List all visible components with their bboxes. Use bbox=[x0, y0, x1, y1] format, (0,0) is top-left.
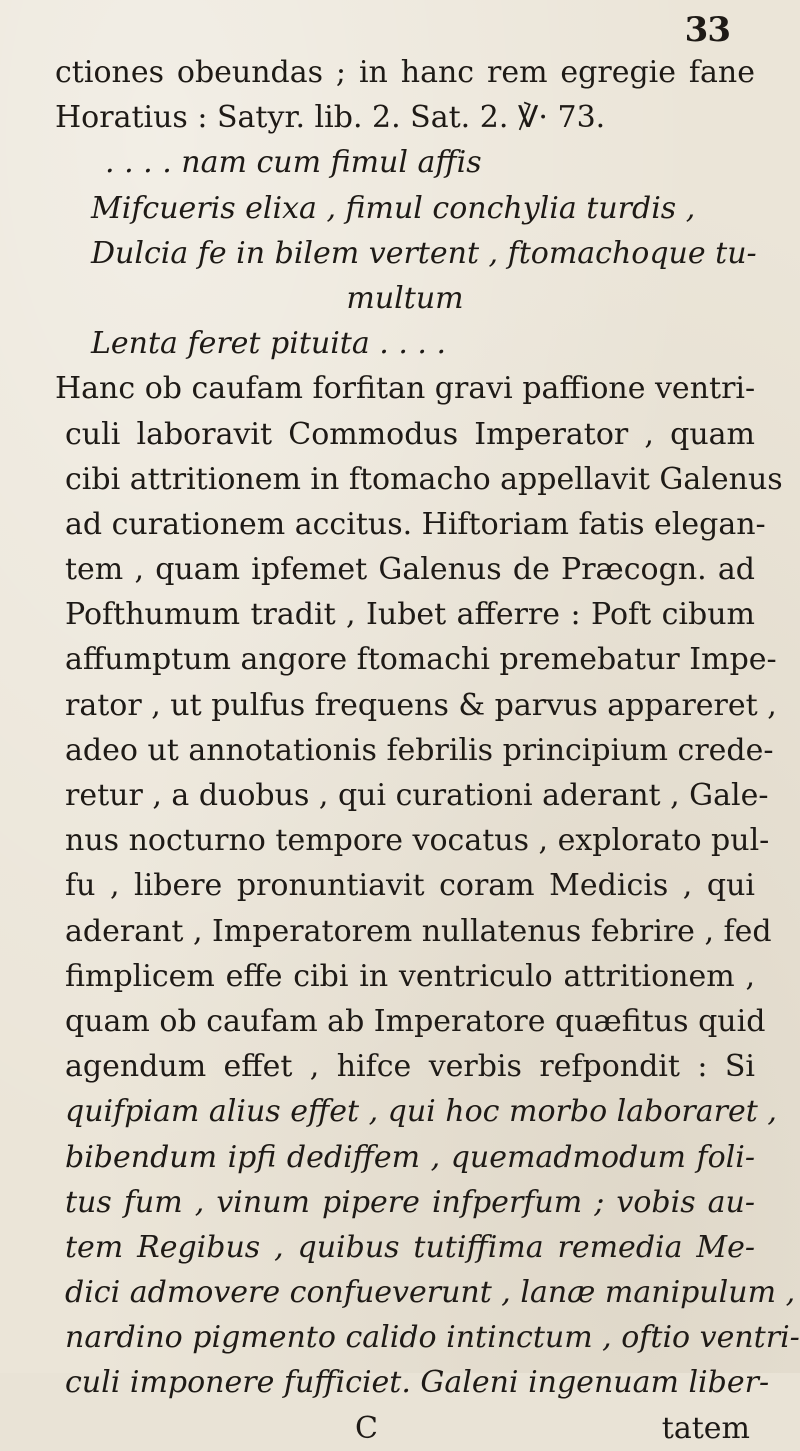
text-line: dici admovere confueverunt , lanæ manipulum , bbox=[65, 1275, 796, 1311]
text-line: culi laboravit Commodus Imperator , quam bbox=[65, 416, 755, 452]
text-line: tem Regibus , quibus tutiffima remedia Me- bbox=[65, 1229, 755, 1265]
text-line: aderant , Imperatorem nullatenus febrire , fed bbox=[65, 913, 772, 949]
verse-line: Lenta feret pituita . . . . bbox=[91, 326, 447, 362]
page-number: 33 bbox=[684, 10, 730, 50]
footer-line bbox=[55, 1406, 755, 1451]
text-line: Hanc ob caufam forfitan gravi paffione ventri- bbox=[55, 371, 756, 407]
verse-line: Dulcia fe in bilem vertent , ftomachoque tu- bbox=[91, 235, 757, 271]
verse-line: multum bbox=[346, 280, 464, 316]
text-line: rator , ut pulfus frequens & parvus appareret , bbox=[65, 687, 777, 723]
text-line: bibendum ipfi dediffem , quemadmodum foli- bbox=[65, 1139, 755, 1175]
text-line: tem , quam ipfemet Galenus de Præcogn. ad bbox=[65, 552, 755, 588]
text-line: affumptum angore ftomachi premebatur Impe- bbox=[65, 642, 777, 678]
text-line: fimplicem effe cibi in ventriculo attritionem , bbox=[65, 958, 755, 994]
text-line: quifpiam alius effet , qui hoc morbo laboraret , bbox=[65, 1094, 777, 1130]
text-line: ad curationem accitus. Hiftoriam fatis elegan- bbox=[65, 506, 766, 542]
text-line: fu , libere pronuntiavit coram Medicis , qui bbox=[65, 868, 755, 904]
text-line: adeo ut annotationis febrilis principium crede- bbox=[65, 732, 774, 768]
catchword: tatem bbox=[661, 1410, 750, 1446]
text-line: quam ob caufam ab Imperatore quæfitus quid bbox=[65, 1003, 766, 1039]
text-line: retur , a duobus , qui curationi aderant , Gale- bbox=[65, 778, 769, 813]
body-text bbox=[55, 50, 800, 1451]
text-line: ctiones obeundas ; in hanc rem egregie fane bbox=[55, 55, 755, 90]
text-line: nardino pigmento calido intinctum , oftio ventri- bbox=[65, 1320, 800, 1356]
verse-line: Mifcueris elixa , fimul conchylia turdis , bbox=[91, 190, 696, 226]
text-line: cibi attritionem in ftomacho appellavit Galenus bbox=[65, 461, 783, 497]
signature-mark: C bbox=[355, 1410, 378, 1446]
text-line: Pofthumum tradit , Iubet afferre : Poft cibum bbox=[65, 597, 755, 633]
verse-line: . . . . nam cum fimul affis bbox=[105, 145, 482, 181]
text-line: Horatius : Satyr. lib. 2. Sat. 2. ℣· 73. bbox=[55, 100, 606, 136]
text-line: tus fum , vinum pipere infperfum ; vobis au- bbox=[65, 1184, 755, 1220]
text-line: agendum effet , hifce verbis refpondit : Si bbox=[65, 1049, 755, 1085]
text-line: culi imponere fufficiet. Galeni ingenuam liber- bbox=[65, 1365, 770, 1401]
text-line: nus nocturno tempore vocatus , explorato pul- bbox=[65, 823, 770, 859]
